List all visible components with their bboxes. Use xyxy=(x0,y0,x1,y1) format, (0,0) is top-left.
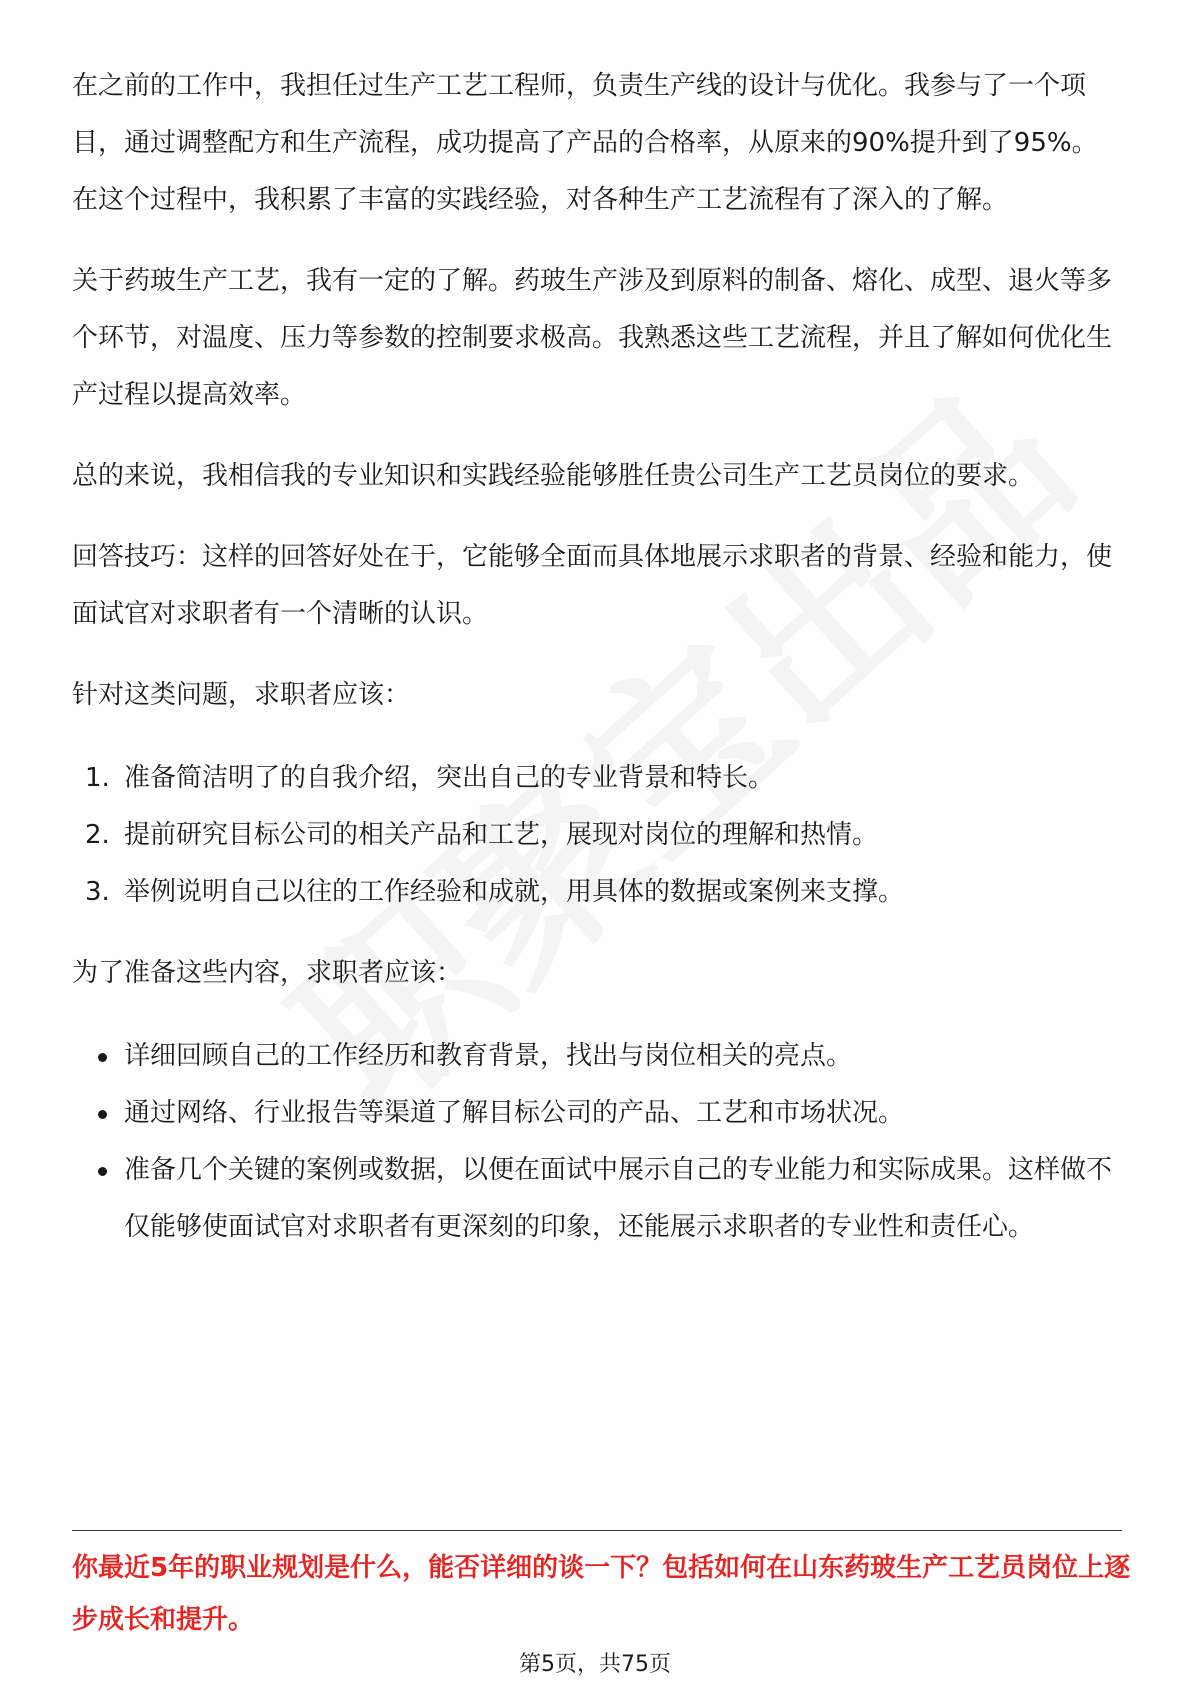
list-number: 3. xyxy=(85,877,110,907)
paragraph-prep-intro: 为了准备这些内容，求职者应该： xyxy=(72,958,463,988)
list-item xyxy=(72,807,1122,864)
list-number: 2. xyxy=(85,820,110,850)
bullet-icon xyxy=(98,1110,107,1119)
list-number: 1. xyxy=(85,763,110,793)
paragraph-process-knowledge: 关于药玻生产工艺，我有一定的了解。药玻生产涉及到原料的制备、熔化、成型、退火等多个环节，对温度、压力等参数的控制要求极高。我熟悉这些工艺流程，并且了解如何优化生产过程以提高效率。 xyxy=(72,266,1113,410)
section-divider xyxy=(72,1530,1122,1531)
list-item xyxy=(72,1142,1122,1256)
list-item-text: 举例说明自己以往的工作经验和成就，用具体的数据或案例来支撑。 xyxy=(124,877,905,907)
list-item xyxy=(72,750,1122,807)
document-body xyxy=(72,58,1122,1256)
list-item-text: 准备几个关键的案例或数据，以便在面试中展示自己的专业能力和实际成果。这样做不仅能够使面试官对求职者有更深刻的印象，还能展示求职者的专业性和责任心。 xyxy=(124,1155,1113,1242)
bullet-icon xyxy=(98,1053,107,1062)
paragraph-steps-intro: 针对这类问题，求职者应该： xyxy=(72,680,411,710)
page-footer: 第5页，共75页 xyxy=(519,1652,671,1677)
list-item xyxy=(72,1085,1122,1142)
paragraph-answer-tips: 回答技巧：这样的回答好处在于，它能够全面而具体地展示求职者的背景、经验和能力，使面试官对求职者有一个清晰的认识。 xyxy=(72,542,1113,629)
list-item-text: 准备简洁明了的自我介绍，突出自己的专业背景和特长。 xyxy=(124,763,775,793)
bullet-icon xyxy=(98,1167,107,1176)
list-item-text: 详细回顾自己的工作经历和教育背景，找出与岗位相关的亮点。 xyxy=(124,1041,853,1071)
list-item xyxy=(72,864,1122,921)
steps-list xyxy=(72,750,1122,921)
paragraph-summary: 总的来说，我相信我的专业知识和实践经验能够胜任贵公司生产工艺员岗位的要求。 xyxy=(72,461,1035,491)
list-item-text: 通过网络、行业报告等渠道了解目标公司的产品、工艺和市场状况。 xyxy=(124,1098,905,1128)
list-item-text: 提前研究目标公司的相关产品和工艺，展现对岗位的理解和热情。 xyxy=(124,820,879,850)
paragraph-experience: 在之前的工作中，我担任过生产工艺工程师，负责生产线的设计与优化。我参与了一个项目，通过调整配方和生产流程，成功提高了产品的合格率，从原来的90%提升到了95%。在这个过程中，我积累了丰富的实践经验，对各种生产工艺流程有了深入的了解。 xyxy=(72,71,1098,215)
list-item xyxy=(72,1028,1122,1085)
next-question-heading: 你最近5年的职业规划是什么，能否详细的谈一下？包括如何在山东药玻生产工艺员岗位上逐步成长和提升。 xyxy=(72,1553,1131,1635)
prep-list xyxy=(72,1028,1122,1256)
